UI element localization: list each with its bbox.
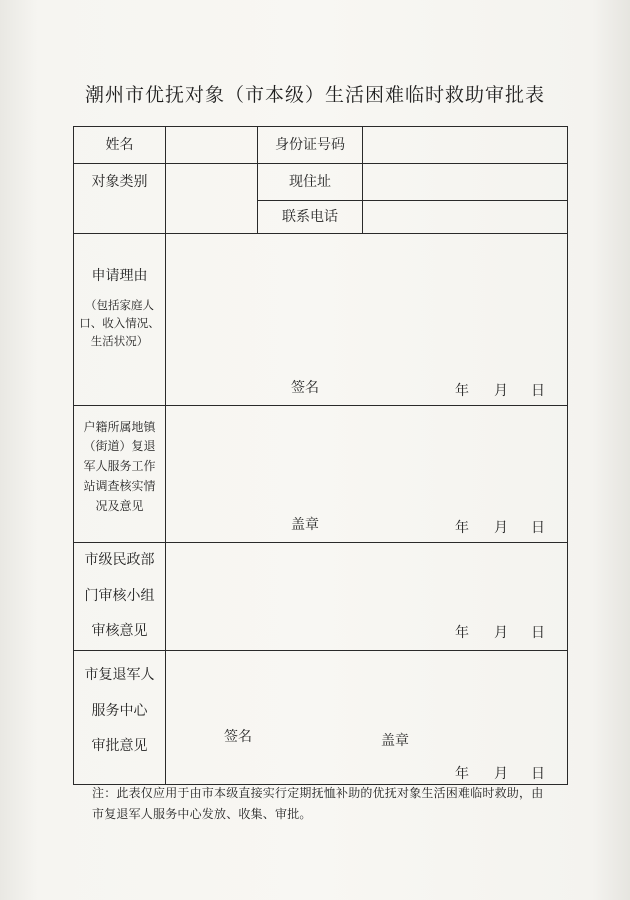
center-label-line: 审批意见 <box>91 738 148 755</box>
footnote: 注：此表仅应用于由市本级直接实行定期抚恤补助的优抚对象生活困难临时救助，由市复退军人服务中心发放、收集、审批。 <box>92 786 544 821</box>
civil-label-line: 市级民政部 <box>84 552 155 568</box>
category-value-cell[interactable] <box>166 164 258 234</box>
address-value-cell[interactable] <box>363 164 568 201</box>
station-label-line: 户籍所属地镇 <box>83 419 156 434</box>
approval-form-table <box>73 126 568 785</box>
station-label-line: （街道）复退 <box>83 439 156 454</box>
center-content-cell[interactable] <box>166 651 568 785</box>
station-label-line: 军人服务工作 <box>83 459 156 474</box>
center-date-day: 日 <box>531 766 545 783</box>
reason-date-day: 日 <box>531 383 545 399</box>
reason-label: 申请理由 <box>91 268 148 285</box>
center-label-line: 服务中心 <box>91 702 148 719</box>
reason-date-year: 年 <box>455 383 469 399</box>
name-label: 姓名 <box>105 136 134 153</box>
center-sign-label: 签名 <box>224 729 252 746</box>
station-date-month: 月 <box>494 520 508 536</box>
name-value-cell[interactable] <box>166 127 258 164</box>
civil-label-line: 门审核小组 <box>84 587 155 604</box>
reason-sign-label: 签名 <box>291 380 319 396</box>
reason-label-cell <box>74 234 166 406</box>
station-label-line: 况及意见 <box>95 498 144 513</box>
form-title: 潮州市优抚对象（市本级）生活困难临时救助审批表 <box>84 84 545 106</box>
center-label-cell <box>74 651 166 785</box>
station-content-cell[interactable] <box>166 406 568 543</box>
center-seal-label: 盖章 <box>381 733 409 750</box>
center-date-month: 月 <box>494 766 508 783</box>
civil-label-line: 审核意见 <box>91 623 148 640</box>
id-value-cell[interactable] <box>363 127 568 164</box>
phone-label: 联系电话 <box>282 208 338 225</box>
phone-value-cell[interactable] <box>363 201 568 234</box>
reason-sub-label-line: 口、收入情况、 <box>79 316 160 331</box>
address-label: 现住址 <box>289 173 331 190</box>
civil-date-year: 年 <box>455 625 469 641</box>
address-label-cell <box>258 164 363 201</box>
reason-sub-label-line: 生活状况） <box>90 333 149 348</box>
id-label-cell <box>258 127 363 164</box>
name-label-cell <box>74 127 166 164</box>
station-seal-label: 盖章 <box>291 517 319 533</box>
station-label-cell <box>74 406 166 543</box>
reason-date-month: 月 <box>494 383 508 399</box>
reason-sub-label-line: （包括家庭人 <box>85 298 154 313</box>
station-label-line: 站调查核实情 <box>83 478 156 493</box>
category-label-cell <box>74 164 166 234</box>
category-label: 对象类别 <box>91 174 148 190</box>
civil-date-month: 月 <box>494 625 508 641</box>
civil-label-cell <box>74 543 166 651</box>
station-date-day: 日 <box>531 520 545 536</box>
civil-content-cell[interactable] <box>166 543 568 651</box>
station-date-year: 年 <box>455 520 469 536</box>
phone-label-cell <box>258 201 363 234</box>
civil-date-day: 日 <box>531 625 545 641</box>
center-date-year: 年 <box>455 766 469 783</box>
id-number-label: 身份证号码 <box>275 136 345 153</box>
reason-content-cell[interactable] <box>166 234 568 406</box>
center-label-line: 市复退军人 <box>84 667 155 684</box>
